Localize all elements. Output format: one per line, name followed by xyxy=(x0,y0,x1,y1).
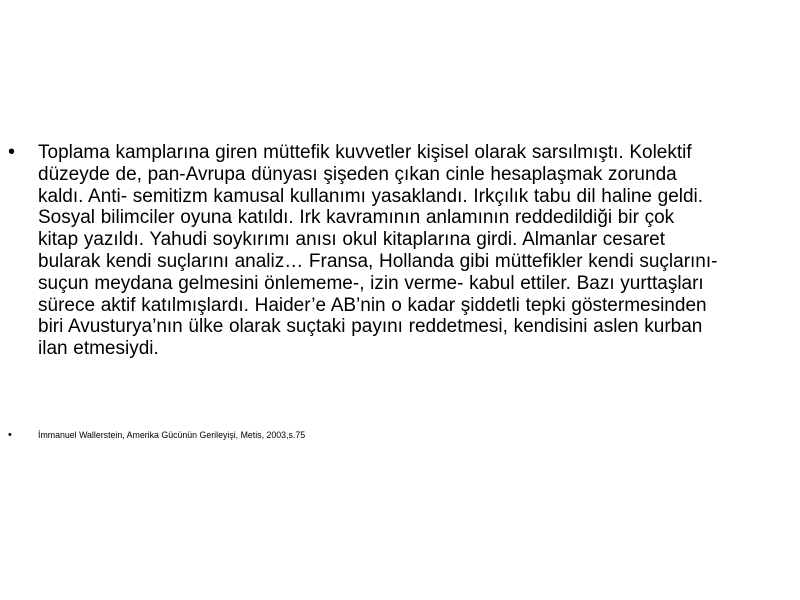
reference-citation: İmmanuel Wallerstein, Amerika Gücünün Gerileyişi, Metis, 2003,s.75 xyxy=(38,430,306,440)
main-paragraph: Toplama kamplarına giren müttefik kuvvetler kişisel olarak sarsılmıştı. Kolektif düzeyde de, pan-Avrupa dünyası şişeden çıkan cinle hesaplaşmak zorunda kaldı. Anti- semitizm kamusal kullanımı yasaklandı. Irkçılık tabu dil haline geldi. Sosyal bilimciler oyuna katıldı. Irk kavramının anlamının reddedildiği bir çok kitap yazıldı. Yahudi soykırımı anısı okul kitaplarına girdi. Almanlar cesaret bularak kendi suçlarını analiz… Fransa, Hollanda gibi müttefikler kendi suçlarını-suçun meydana gelmesini önlememe-, izin verme- kabul ettiler. Bazı yurttaşları sürece aktif katılmışlardı. Haider’e AB’nin o kadar şiddetli tepki göstermesinden biri Avusturya’nın ülke olarak suçtaki payını reddetmesi, kendisini aslen kurban ilan etmesiydi. xyxy=(38,142,718,360)
bullet-icon: • xyxy=(8,429,12,441)
bullet-icon: • xyxy=(8,141,16,163)
